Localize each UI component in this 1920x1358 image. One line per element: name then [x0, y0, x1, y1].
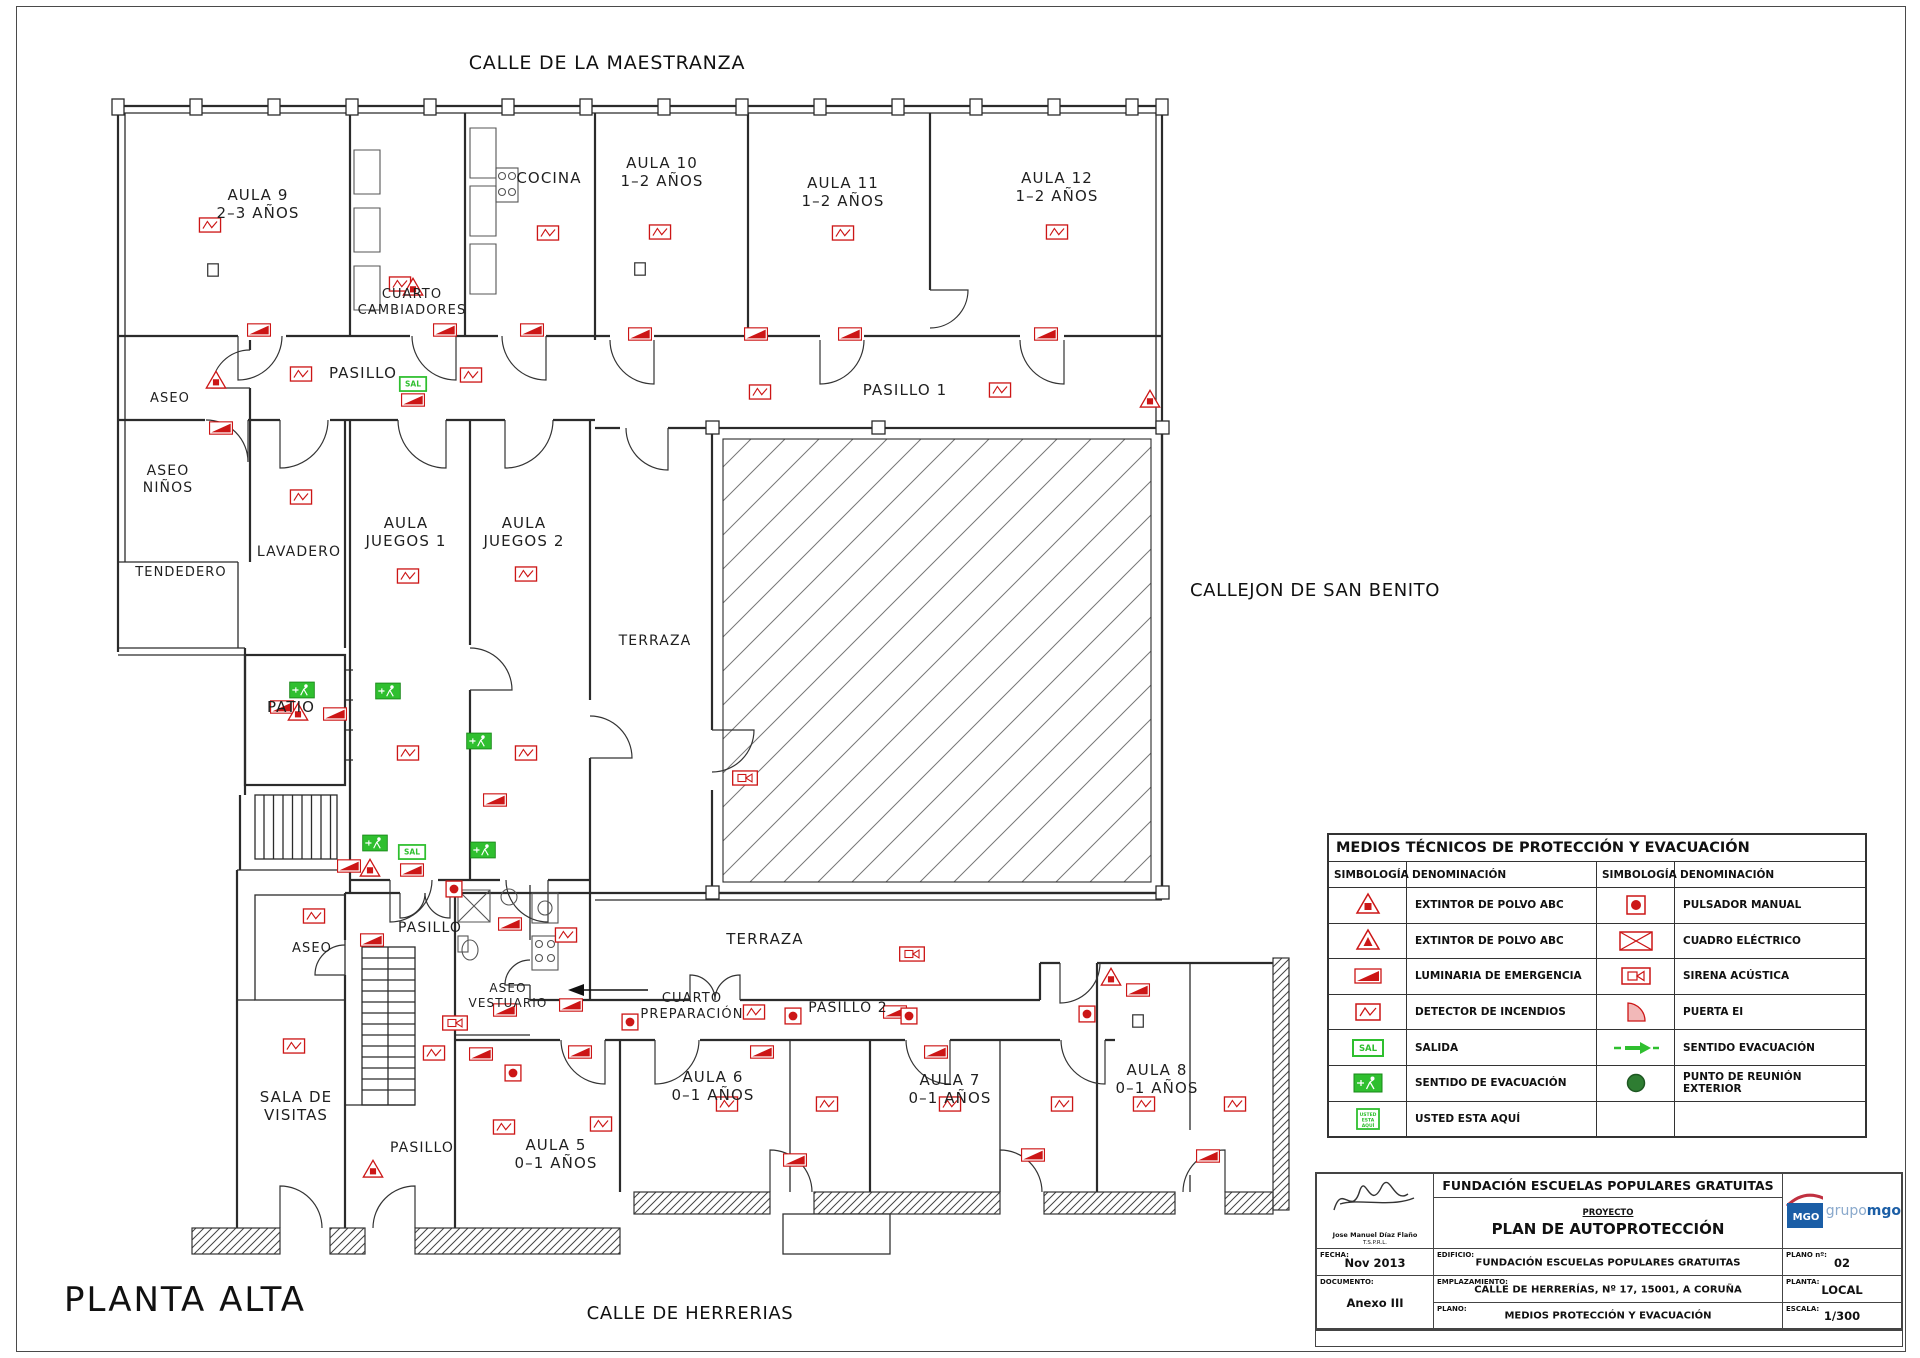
- pulsador-icon: [1079, 1006, 1095, 1022]
- plano-value: MEDIOS PROTECCIÓN Y EVACUACIÓN: [1504, 1310, 1712, 1322]
- salida-icon: [400, 377, 426, 391]
- luminaria-icon: [499, 918, 522, 930]
- luminaria-icon: [1197, 1150, 1220, 1162]
- legend-header-cell: SIMBOLOGÍA: [1597, 862, 1675, 887]
- legend-symbol-cell: [1329, 888, 1407, 923]
- room-label: AULA 11 1–2 AÑOS: [801, 174, 885, 210]
- luminaria-icon: [210, 422, 233, 434]
- luminaria-icon: [338, 860, 361, 872]
- luminaria-icon: [560, 999, 583, 1011]
- prep-room-arrow: [568, 984, 648, 996]
- legend-label-cell: DETECTOR DE INCENDIOS: [1407, 995, 1597, 1030]
- planta-label: PLANTA:: [1786, 1278, 1820, 1286]
- detector-icon: [515, 567, 536, 581]
- detector-icon: [749, 385, 770, 399]
- legend-header-cell: DENOMINACIÓN: [1407, 862, 1597, 887]
- detector-icon: [1344, 997, 1392, 1027]
- legend-symbol-cell: [1329, 1030, 1407, 1065]
- detector-icon: [460, 368, 481, 382]
- luminaria-icon: [521, 324, 544, 336]
- legend-label-cell: USTED ESTA AQUÍ: [1407, 1102, 1597, 1137]
- signature-name: Jose Manuel Díaz Flaño: [1332, 1231, 1418, 1239]
- room-label: PASILLO: [329, 364, 397, 382]
- title-block: [1315, 1172, 1903, 1330]
- plan-title: PLANTA ALTA: [64, 1280, 307, 1320]
- plano-label: PLANO:: [1437, 1304, 1467, 1313]
- detector-icon: [989, 383, 1010, 397]
- luminaria-icon: [401, 864, 424, 876]
- legend-label-cell: PULSADOR MANUAL: [1683, 899, 1802, 912]
- luminaria-icon: [1035, 328, 1058, 340]
- punto-reunion-icon: [1612, 1068, 1660, 1098]
- room-label: AULA 7 0–1 AÑOS: [908, 1071, 992, 1107]
- svg-text:ESTA: ESTA: [1361, 1118, 1374, 1124]
- legend-table: [1327, 833, 1867, 1138]
- detector-icon: [290, 367, 311, 381]
- project-title: PLAN DE AUTOPROTECCIÓN: [1491, 1220, 1725, 1238]
- legend-symbol-cell: [1597, 924, 1675, 959]
- legend-symbol-cell: [1329, 995, 1407, 1030]
- documento-cell: [1317, 1276, 1434, 1328]
- legend-row: [1329, 1102, 1865, 1137]
- room-label: AULA 9 2–3 AÑOS: [216, 186, 300, 222]
- plano-n-value: 02: [1833, 1256, 1850, 1271]
- detector-icon: [303, 909, 324, 923]
- detector-icon: [423, 1046, 444, 1060]
- room-label: AULA 6 0–1 AÑOS: [671, 1068, 755, 1104]
- plano-n-label: PLANO nº:: [1786, 1251, 1827, 1259]
- detector-icon: [537, 226, 558, 240]
- luminaria-icon: [925, 1046, 948, 1058]
- room-label: CUARTO PREPARACIÓN: [640, 991, 744, 1022]
- smallsq-icon: [208, 264, 219, 276]
- sentido-evac-icon: [290, 682, 315, 698]
- legend-symbol-cell: [1597, 1102, 1675, 1137]
- sentido-evac-icon: [471, 842, 496, 858]
- legend-label-cell: SENTIDO EVACUACIÓN: [1683, 1041, 1815, 1054]
- room-label: PASILLO 2: [808, 1000, 888, 1016]
- legend-header-cell: DENOMINACIÓN: [1680, 868, 1775, 881]
- sirena-icon: [443, 1016, 468, 1030]
- company-name: FUNDACIÓN ESCUELAS POPULARES GRATUITAS: [1434, 1174, 1782, 1198]
- legend-header-cell: SIMBOLOGÍA: [1329, 862, 1407, 887]
- title-block-bottom-strip: [1315, 1330, 1903, 1347]
- legend-label-cell: EXTINTOR DE POLVO ABC: [1407, 888, 1597, 923]
- legend-header-row: [1329, 862, 1865, 888]
- legend-symbol-cell: [1597, 888, 1675, 923]
- legend-symbol-cell: [1597, 995, 1675, 1030]
- street-label-san-benito: CALLEJON DE SAN BENITO: [1190, 580, 1441, 601]
- terraza-hatched-area: [705, 428, 1162, 893]
- luminaria-icon: [1344, 961, 1392, 991]
- salida-icon: [399, 845, 425, 859]
- legend-row: [1329, 1066, 1865, 1102]
- legend-symbol-cell: [1329, 924, 1407, 959]
- legend-row: [1329, 995, 1865, 1031]
- luminaria-icon: [569, 1046, 592, 1058]
- emplazamiento-value: CALLE DE HERRERÍAS, Nº 17, 15001, A CORUÑA: [1474, 1284, 1742, 1296]
- edificio-label: EDIFICIO:: [1437, 1251, 1475, 1259]
- sentido-flecha-icon: [1612, 1033, 1660, 1063]
- extintor-abc-icon: [360, 859, 379, 876]
- room-label: TERRAZA: [726, 930, 804, 948]
- luminaria-icon: [1127, 984, 1150, 996]
- detector-icon: [397, 569, 418, 583]
- legend-symbol-cell: [1597, 1030, 1675, 1065]
- legend-label-cell: SALIDA: [1407, 1030, 1597, 1065]
- detector-icon: [1224, 1097, 1245, 1111]
- legend-label-cell: PUNTO DE REUNIÓN EXTERIOR: [1683, 1071, 1802, 1096]
- edificio-value: FUNDACIÓN ESCUELAS POPULARES GRATUITAS: [1475, 1257, 1741, 1269]
- pulsador-icon: [1612, 890, 1660, 920]
- legend-symbol-cell: [1329, 1102, 1407, 1137]
- sirena-icon: [900, 947, 925, 961]
- room-label: AULA 5 0–1 AÑOS: [514, 1136, 598, 1172]
- extintor-abc-2-icon: [1344, 926, 1392, 956]
- detector-icon: [1046, 225, 1067, 239]
- pulsador-icon: [446, 881, 462, 897]
- room-label: PATIO: [266, 698, 316, 716]
- pulsador-icon: [901, 1008, 917, 1024]
- legend-label-cell: LUMINARIA DE EMERGENCIA: [1407, 959, 1597, 994]
- planta-value: LOCAL: [1821, 1282, 1863, 1297]
- mgo-logo-icon: [1783, 1190, 1823, 1232]
- logo-mgo-text: mgo: [1866, 1203, 1901, 1219]
- salida-icon: [1344, 1033, 1392, 1063]
- sentido-evac-icon: [363, 835, 388, 851]
- detector-icon: [1051, 1097, 1072, 1111]
- luminaria-icon: [745, 328, 768, 340]
- street-label-herrerias: CALLE DE HERRERIAS: [586, 1303, 794, 1324]
- legend-symbol-cell: [1329, 1066, 1407, 1101]
- luminaria-icon: [751, 1046, 774, 1058]
- luminaria-icon: [402, 394, 425, 406]
- detector-icon: [493, 1120, 514, 1134]
- room-label: PASILLO: [390, 1140, 454, 1156]
- smallsq-icon: [635, 263, 646, 275]
- legend-label-cell: [1675, 1102, 1861, 1137]
- signature-role: T.S.P.R.L.: [1362, 1240, 1388, 1246]
- luminaria-icon: [470, 1048, 493, 1060]
- room-label: ASEO: [150, 391, 190, 406]
- logo-grupo-text: grupo: [1825, 1203, 1867, 1219]
- puerta-ei-icon: [1612, 997, 1660, 1027]
- emplazamiento-label: EMPLAZAMIENTO:: [1437, 1278, 1508, 1286]
- luminaria-icon: [784, 1154, 807, 1166]
- room-label: ASEO NIÑOS: [142, 463, 194, 496]
- room-label: SALA DE VISITAS: [259, 1088, 333, 1124]
- fecha-value: Nov 2013: [1344, 1256, 1406, 1271]
- detector-icon: [515, 746, 536, 760]
- room-label: AULA 8 0–1 AÑOS: [1115, 1061, 1199, 1097]
- legend-row: [1329, 1030, 1865, 1066]
- signature-scribble: [1320, 1174, 1430, 1220]
- room-label: PASILLO: [398, 920, 462, 936]
- facade-hatched-walls: [192, 958, 1289, 1254]
- detector-icon: [743, 1005, 764, 1019]
- legend-row: [1329, 888, 1865, 924]
- room-label: COCINA: [516, 169, 582, 187]
- detector-icon: [1133, 1097, 1154, 1111]
- extintor-abc-icon: [1101, 968, 1120, 985]
- pulsador-icon: [785, 1008, 801, 1024]
- escala-value: 1/300: [1823, 1309, 1861, 1324]
- legend-row: [1329, 924, 1865, 960]
- legend-row: [1329, 959, 1865, 995]
- street-label-maestranza: CALLE DE LA MAESTRANZA: [468, 52, 746, 74]
- sentido-evac-icon: [467, 733, 492, 749]
- legend-label-cell: PUERTA EI: [1683, 1006, 1744, 1019]
- svg-text:SAL: SAL: [404, 847, 420, 857]
- detector-icon: [397, 746, 418, 760]
- room-label: ASEO: [292, 941, 332, 956]
- legend-label-cell: EXTINTOR DE POLVO ABC: [1407, 924, 1597, 959]
- luminaria-icon: [248, 324, 271, 336]
- usted-aqui-icon: [1344, 1104, 1392, 1134]
- documento-label: DOCUMENTO:: [1320, 1278, 1374, 1286]
- luminaria-icon: [1022, 1149, 1045, 1161]
- luminaria-icon: [629, 328, 652, 340]
- svg-text:MGO: MGO: [1792, 1212, 1820, 1223]
- room-label: PASILLO 1: [862, 381, 948, 399]
- extintor-abc-icon: [1344, 890, 1392, 920]
- luminaria-icon: [434, 324, 457, 336]
- legend-symbol-cell: [1597, 1066, 1675, 1101]
- sirena-icon: [733, 771, 758, 785]
- legend-label-cell: SIRENA ACÚSTICA: [1683, 970, 1790, 983]
- detector-icon: [832, 226, 853, 240]
- luminaria-icon: [324, 708, 347, 720]
- svg-text:SAL: SAL: [1358, 1043, 1377, 1054]
- extintor-abc-icon: [363, 1160, 382, 1177]
- svg-text:SAL: SAL: [405, 379, 421, 389]
- room-label: AULA JUEGOS 1: [365, 514, 447, 550]
- room-label: ASEO VESTUARIO: [468, 981, 548, 1010]
- detector-icon: [590, 1117, 611, 1131]
- smallsq-icon: [1133, 1015, 1144, 1027]
- luminaria-icon: [361, 934, 384, 946]
- sirena-icon: [1612, 961, 1660, 991]
- legend-label-cell: CUADRO ELÉCTRICO: [1683, 934, 1801, 947]
- room-label: AULA JUEGOS 2: [483, 514, 565, 550]
- room-label: LAVADERO: [256, 544, 342, 560]
- escala-label: ESCALA:: [1786, 1304, 1820, 1313]
- legend-symbol-cell: [1329, 959, 1407, 994]
- detector-icon: [816, 1097, 837, 1111]
- legend-label-cell: SENTIDO DE EVACUACIÓN: [1407, 1066, 1597, 1101]
- room-label: CUARTO CAMBIADORES: [357, 287, 467, 318]
- legend-symbol-cell: [1597, 959, 1675, 994]
- legend-title: MEDIOS TÉCNICOS DE PROTECCIÓN Y EVACUACIÓN: [1329, 835, 1865, 862]
- sentido-evac-icon: [1344, 1068, 1392, 1098]
- svg-text:AQUÍ: AQUÍ: [1361, 1123, 1374, 1129]
- detector-icon: [555, 928, 576, 942]
- fecha-label: FECHA:: [1320, 1251, 1349, 1259]
- luminaria-icon: [484, 794, 507, 806]
- room-label: TERRAZA: [618, 633, 692, 649]
- sentido-evac-icon: [376, 683, 401, 699]
- project-label: PROYECTO: [1582, 1208, 1634, 1218]
- cuadro-electrico-icon: [1612, 926, 1660, 956]
- mgo-logo: [1783, 1174, 1901, 1248]
- pulsador-icon: [505, 1065, 521, 1081]
- entrance-porch: [783, 1214, 890, 1254]
- documento-value: Anexo III: [1346, 1296, 1404, 1311]
- extintor-abc-icon: [206, 371, 225, 388]
- room-label: AULA 10 1–2 AÑOS: [620, 154, 704, 190]
- detector-icon: [283, 1039, 304, 1053]
- signature-box: [1317, 1174, 1434, 1248]
- svg-text:USTED: USTED: [1359, 1112, 1376, 1118]
- pulsador-icon: [622, 1014, 638, 1030]
- luminaria-icon: [839, 328, 862, 340]
- detector-icon: [290, 490, 311, 504]
- detector-icon: [649, 225, 670, 239]
- room-label: AULA 12 1–2 AÑOS: [1015, 169, 1099, 205]
- room-label: TENDEDERO: [135, 565, 227, 580]
- extintor-abc-icon: [1140, 390, 1159, 407]
